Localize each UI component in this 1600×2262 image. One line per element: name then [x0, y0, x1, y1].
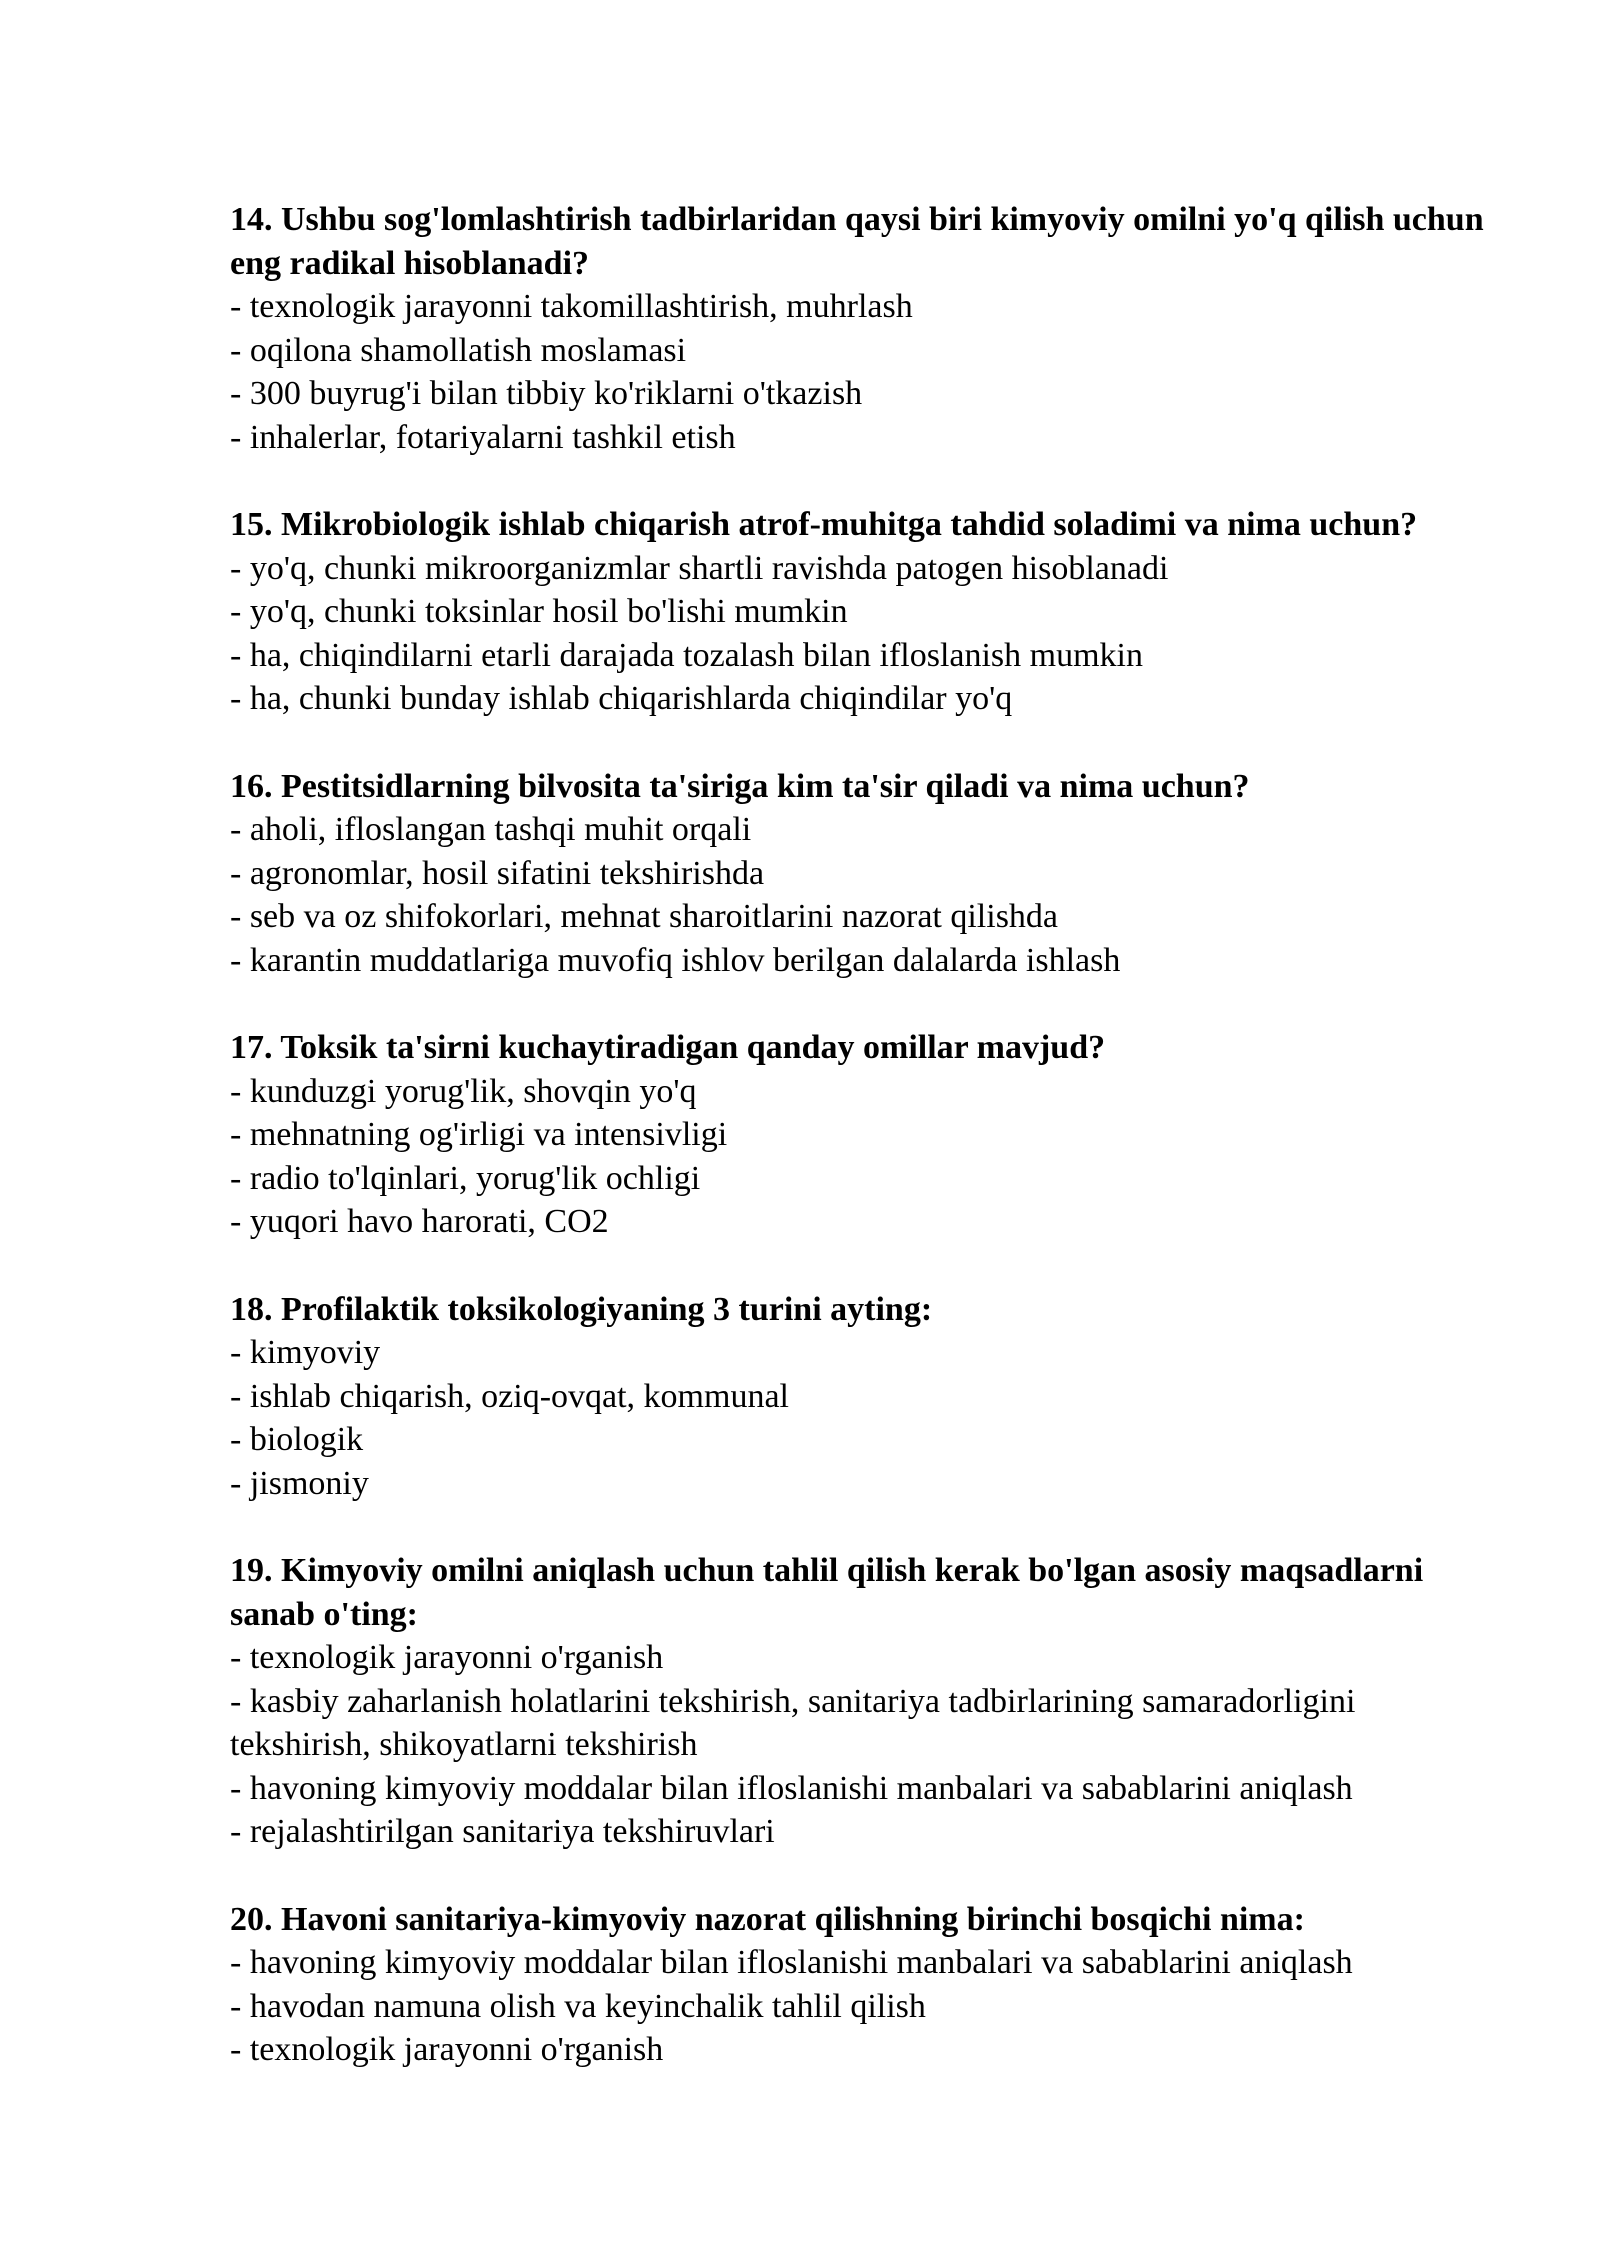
- answer-option: - havoning kimyoviy moddalar bilan ifloslanishi manbalari va sabablarini aniqlash: [230, 1769, 1353, 1807]
- answer-option: - texnologik jarayonni o'rganish: [230, 2031, 664, 2068]
- question-title: 17. Toksik ta'sirni kuchaytiradigan qanday omillar mavjud?: [230, 1029, 1106, 1066]
- question-title: 15. Mikrobiologik ishlab chiqarish atrof-muhitga tahdid soladimi va nima uchun?: [230, 506, 1418, 543]
- answer-option: - texnologik jarayonni o'rganish: [230, 1639, 664, 1676]
- question-19: [230, 1549, 1490, 1854]
- question-15: [230, 503, 1490, 721]
- answer-option: - kasbiy zaharlanish holatlarini tekshirish, sanitariya tadbirlarining samaradorligini tekshirish, shikoyatlarni tekshirish: [230, 1682, 1356, 1763]
- answer-option: - kimyoviy: [230, 1334, 381, 1371]
- answer-options: [230, 1636, 1490, 1854]
- answer-option: - texnologik jarayonni takomillashtirish, muhrlash: [230, 288, 913, 325]
- answer-option: - oqilona shamollatish moslamasi: [230, 331, 687, 369]
- question-title: 14. Ushbu sog'lomlashtirish tadbirlaridan qaysi biri kimyoviy omilni yo'q qilish uchun eng radikal hisoblanadi?: [230, 201, 1484, 282]
- answer-option: - mehnatning og'irligi va intensivligi: [230, 1116, 728, 1153]
- question-17: [230, 1026, 1490, 1244]
- answer-option: - aholi, ifloslangan tashqi muhit orqali: [230, 811, 752, 848]
- answer-option: - kunduzgi yorug'lik, shovqin yo'q: [230, 1072, 697, 1110]
- answer-option: - yo'q, chunki toksinlar hosil bo'lishi mumkin: [230, 593, 848, 630]
- answer-option: - havodan namuna olish va keyinchalik tahlil qilish: [230, 1987, 926, 2025]
- answer-options: [230, 1331, 1490, 1505]
- answer-option: - agronomlar, hosil sifatini tekshirishda: [230, 854, 765, 892]
- question-20: [230, 1898, 1490, 2072]
- answer-options: [230, 808, 1490, 982]
- question-14: [230, 198, 1490, 459]
- answer-option: - seb va oz shifokorlari, mehnat sharoitlarini nazorat qilishda: [230, 898, 1059, 935]
- answer-option: - ha, chiqindilarni etarli darajada tozalash bilan ifloslanish mumkin: [230, 636, 1144, 674]
- answer-option: - ishlab chiqarish, oziq-ovqat, kommunal: [230, 1377, 789, 1415]
- question-title: 19. Kimyoviy omilni aniqlash uchun tahlil qilish kerak bo'lgan asosiy maqsadlarni sanab o'ting:: [230, 1552, 1424, 1633]
- answer-option: - 300 buyrug'i bilan tibbiy ko'riklarni o'tkazish: [230, 375, 863, 412]
- answer-option: - yo'q, chunki mikroorganizmlar shartli ravishda patogen hisoblanadi: [230, 549, 1169, 587]
- answer-options: [230, 1941, 1490, 2072]
- answer-option: - inhalerlar, fotariyalarni tashkil etish: [230, 418, 736, 456]
- answer-option: - ha, chunki bunday ishlab chiqarishlarda chiqindilar yo'q: [230, 680, 1013, 717]
- question-18: [230, 1288, 1490, 1506]
- answer-options: [230, 547, 1490, 721]
- answer-option: - havoning kimyoviy moddalar bilan ifloslanishi manbalari va sabablarini aniqlash: [230, 1944, 1353, 1981]
- answer-option: - biologik: [230, 1421, 364, 1458]
- question-title: 16. Pestitsidlarning bilvosita ta'siriga kim ta'sir qiladi va nima uchun?: [230, 767, 1250, 805]
- answer-options: [230, 1070, 1490, 1244]
- question-title: 20. Havoni sanitariya-kimyoviy nazorat qilishning birinchi bosqichi nima:: [230, 1900, 1305, 1938]
- question-title: 18. Profilaktik toksikologiyaning 3 turini ayting:: [230, 1290, 933, 1328]
- question-16: [230, 765, 1490, 983]
- answer-option: - radio to'lqinlari, yorug'lik ochligi: [230, 1159, 701, 1197]
- answer-option: - rejalashtirilgan sanitariya tekshiruvlari: [230, 1813, 775, 1850]
- answer-option: - yuqori havo harorati, CO2: [230, 1203, 609, 1240]
- document-page: [230, 198, 1490, 2116]
- answer-option: - karantin muddatlariga muvofiq ishlov berilgan dalalarda ishlash: [230, 941, 1121, 979]
- answer-option: - jismoniy: [230, 1464, 369, 1502]
- answer-options: [230, 285, 1490, 459]
